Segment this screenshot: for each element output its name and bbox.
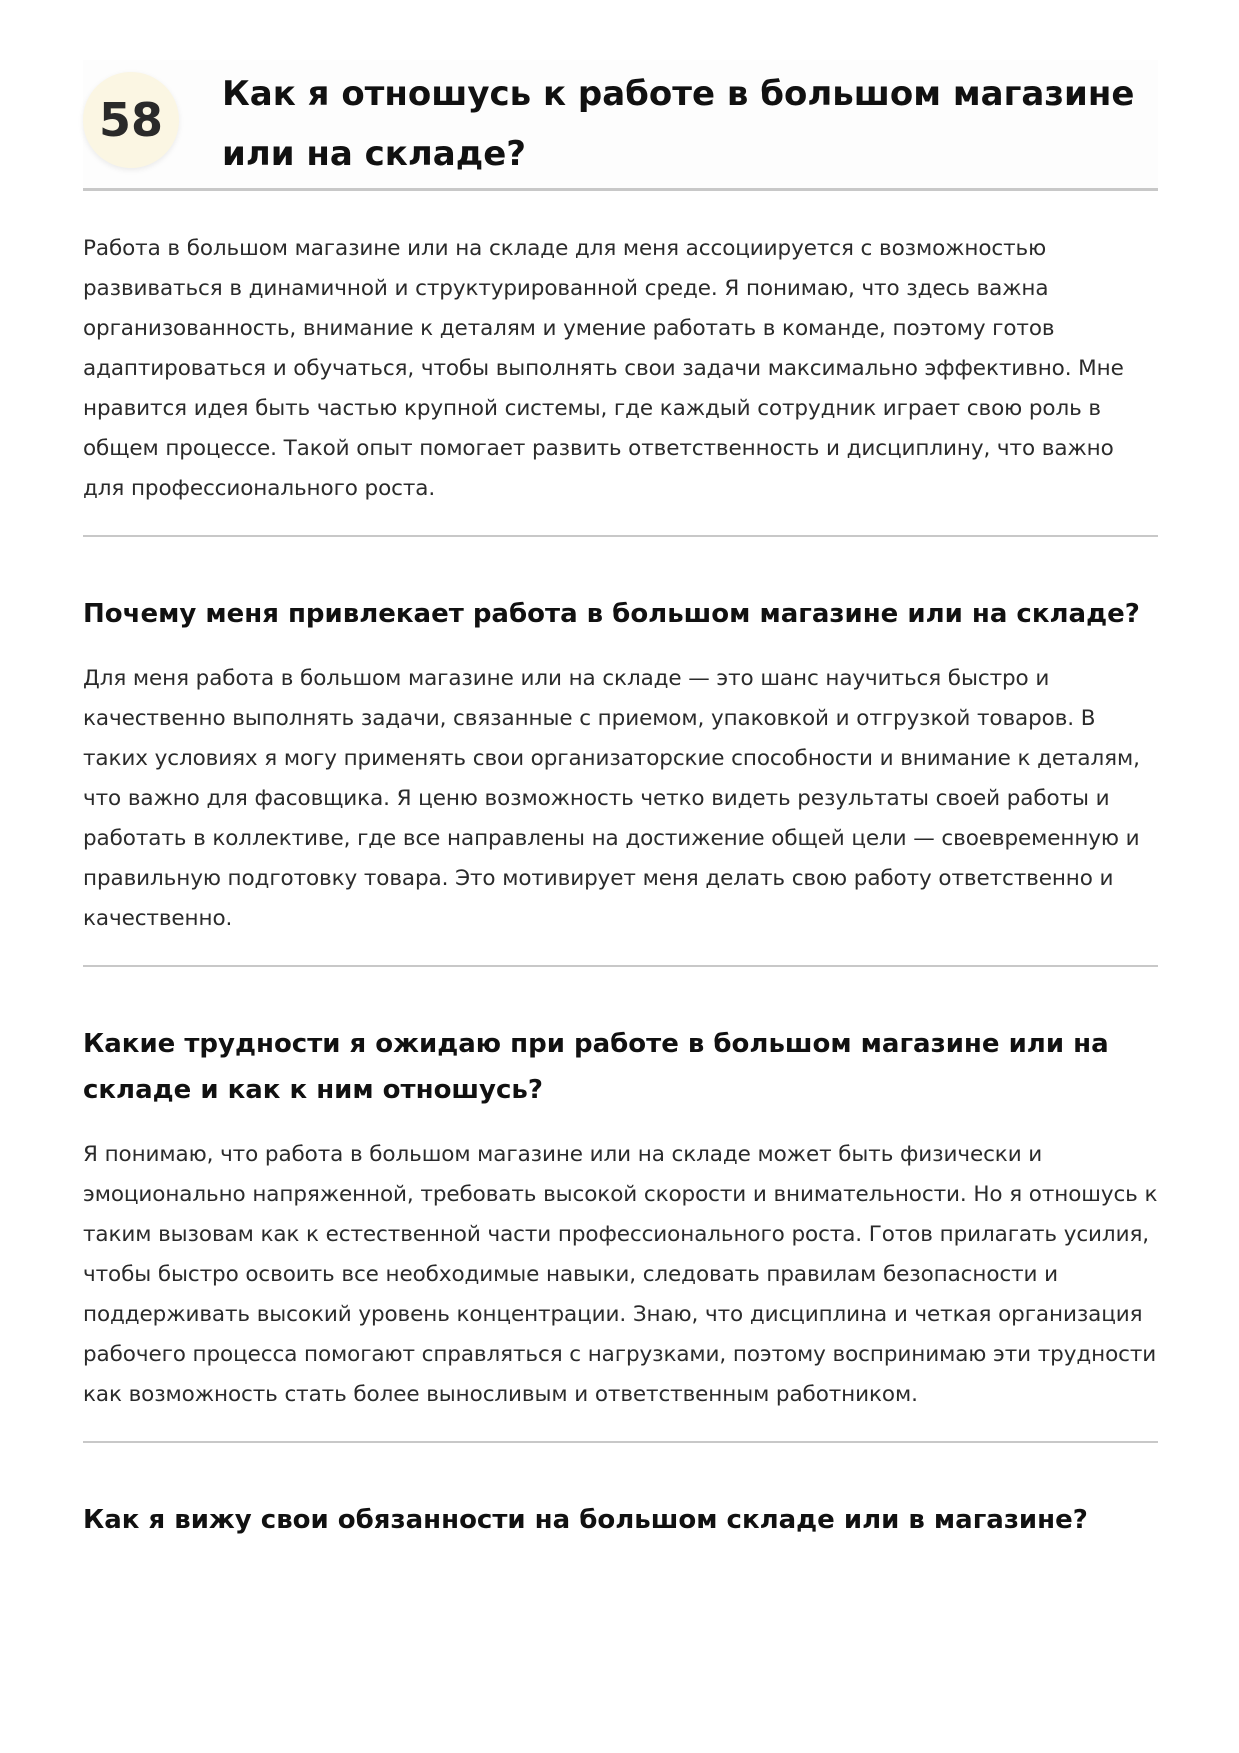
section-attraction bbox=[83, 537, 1158, 967]
intro-paragraph: Работа в большом магазине или на складе для меня ассоциируется с возможностью развиваться в динамичной и структурированной среде. Я понимаю, что здесь важна организованность, внимание к деталям и умение работать в команде, поэтому готов адаптироваться и обучаться, чтобы выполнять свои задачи максимально эффективно. Мне нравится идея быть частью крупной системы, где каждый сотрудник играет свою роль в общем процессе. Такой опыт помогает развить ответственность и дисциплину, что важно для профессионального роста. bbox=[83, 236, 1124, 501]
intro-section bbox=[83, 191, 1158, 537]
section-heading: Почему меня привлекает работа в большом магазине или на складе? bbox=[83, 599, 1140, 629]
section-heading: Какие трудности я ожидаю при работе в большом магазине или на складе и как к ним отношусь? bbox=[83, 1029, 1109, 1105]
section-paragraph: Для меня работа в большом магазине или на складе — это шанс научиться быстро и качественно выполнять задачи, связанные с приемом, упаковкой и отгрузкой товаров. В таких условиях я могу применять свои организаторские способности и внимание к деталям, что важно для фасовщика. Я ценю возможность четко видеть результаты своей работы и работать в коллективе, где все направлены на достижение общей цели — своевременную и правильную подготовку товара. Это мотивирует меня делать свою работу ответственно и качественно. bbox=[83, 666, 1140, 931]
question-number-badge: 58 bbox=[83, 72, 179, 168]
section-difficulties bbox=[83, 967, 1158, 1443]
section-duties bbox=[83, 1443, 1158, 1591]
page-title: Как я отношусь к работе в большом магазине или на складе? bbox=[222, 74, 1135, 174]
document-page bbox=[83, 60, 1158, 1591]
section-heading: Как я вижу свои обязанности на большом складе или в магазине? bbox=[83, 1505, 1088, 1535]
page-header bbox=[83, 60, 1158, 191]
section-paragraph: Я понимаю, что работа в большом магазине или на складе может быть физически и эмоционально напряженной, требовать высокой скорости и внимательности. Но я отношусь к таким вызовам как к естественной части профессионального роста. Готов прилагать усилия, чтобы быстро освоить все необходимые навыки, следовать правилам безопасности и поддерживать высокий уровень концентрации. Знаю, что дисциплина и четкая организация рабочего процесса помогают справляться с нагрузками, поэтому воспринимаю эти трудности как возможность стать более выносливым и ответственным работником. bbox=[83, 1142, 1158, 1407]
